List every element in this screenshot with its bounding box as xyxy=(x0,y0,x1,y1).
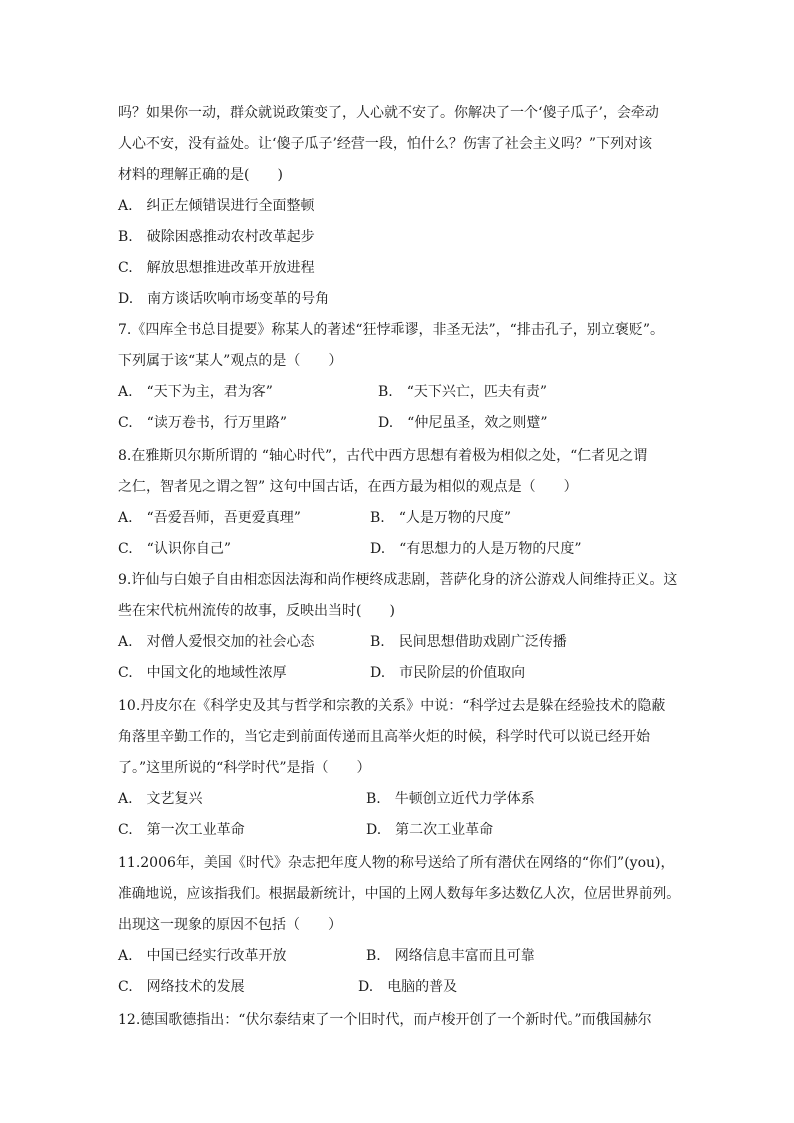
q6-text-line-2: 人心不安，没有益处。让‘傻子瓜子’经营一段，怕什么？伤害了社会主义吗？”下列对该 xyxy=(118,136,653,152)
q9-text-line-1: 9.许仙与白娘子自由相恋因法海和尚作梗终成悲剧，菩萨化身的济公游戏人间维持正义。这 xyxy=(118,572,678,588)
q8-option-a: A. “吾爱吾师，吾更爱真理” xyxy=(118,510,301,526)
q6-text-line-1: 吗？如果你一动，群众就说政策变了，人心就不安了。你解决了一个‘傻子瓜子’，会牵动 xyxy=(118,105,659,121)
q11-text-line-3: 出现这一现象的原因不包括（ ） xyxy=(118,917,342,933)
q10-option-b: B. 牛顿创立近代力学体系 xyxy=(366,791,535,807)
q8-option-b: B. “人是万物的尺度” xyxy=(370,510,512,526)
q9-option-d: D. 市民阶层的价值取向 xyxy=(370,665,526,681)
q7-option-d: D. “仲尼虽圣，效之则躄” xyxy=(378,415,548,431)
q11-option-b: B. 网络信息丰富而且可靠 xyxy=(366,948,535,964)
q12-text-line-1: 12.德国歌德指出：“伏尔泰结束了一个旧时代，而卢梭开创了一个新时代。”而俄国赫尔 xyxy=(118,1012,652,1028)
q10-text-line-1: 10.丹皮尔在《科学史及其与哲学和宗教的关系》中说：“科学过去是躲在经验技术的隐蔽 xyxy=(118,698,666,714)
q7-option-a: A. “天下为主，君为客” xyxy=(118,384,273,400)
q6-option-d: D. 南方谈话吹响市场变革的号角 xyxy=(118,291,330,307)
q8-text-line-1: 8.在雅斯贝尔斯所谓的 “轴心时代”，古代中西方思想有着极为相似之处，“仁者见之谓 xyxy=(118,448,648,464)
q9-option-a: A. 对僧人爱恨交加的社会心态 xyxy=(118,634,315,650)
q11-text-line-2: 准确地说，应该指我们。根据最新统计，中国的上网人数每年多达数亿人次，位居世界前列。 xyxy=(118,886,681,902)
q9-option-b: B. 民间思想借助戏剧广泛传播 xyxy=(370,634,567,650)
q10-option-d: D. 第二次工业革命 xyxy=(366,822,494,838)
q6-text-line-3: 材料的理解正确的是( ) xyxy=(118,167,283,183)
q11-option-d: D. 电脑的普及 xyxy=(358,979,458,995)
q7-text-line-1: 7.《四库全书总目提要》称某人的著述“狂悖乖谬，非圣无法”，“排击孔子，别立褒贬”。 xyxy=(118,322,664,338)
q9-text-line-2: 些在宋代杭州流传的故事，反映出当时( ) xyxy=(118,603,395,619)
q6-option-a: A. 纠正左倾错误进行全面整顿 xyxy=(118,198,315,214)
q10-option-a: A. 文艺复兴 xyxy=(118,791,203,807)
q10-option-c: C. 第一次工业革命 xyxy=(118,822,245,838)
q6-option-c: C. 解放思想推进改革开放进程 xyxy=(118,260,315,276)
q11-option-c: C. 网络技术的发展 xyxy=(118,979,245,995)
q10-text-line-2: 角落里辛勤工作的，当它走到前面传递而且高举火炬的时候，科学时代可以说已经开始 xyxy=(118,729,650,745)
q7-option-b: B. “天下兴亡，匹夫有责” xyxy=(378,384,548,400)
q10-text-line-3: 了。”这里所说的“科学时代”是指（ ） xyxy=(118,760,371,776)
q8-text-line-2: 之仁，智者见之谓之智” 这句中国古话，在西方最为相似的观点是（ ） xyxy=(118,479,578,495)
q7-text-line-2: 下列属于该“某人”观点的是（ ） xyxy=(118,353,343,369)
q8-option-c: C. “认识你自己” xyxy=(118,541,231,557)
q7-option-c: C. “读万卷书，行万里路” xyxy=(118,415,287,431)
q11-option-a: A. 中国已经实行改革开放 xyxy=(118,948,287,964)
q6-option-b: B. 破除困惑推动农村改革起步 xyxy=(118,229,315,245)
q9-option-c: C. 中国文化的地域性浓厚 xyxy=(118,665,287,681)
q11-text-line-1: 11.2006年，美国《时代》杂志把年度人物的称号送给了所有潜伏在网络的“你们”(you)， xyxy=(118,855,675,871)
q8-option-d: D. “有思想力的人是万物的尺度” xyxy=(370,541,582,557)
